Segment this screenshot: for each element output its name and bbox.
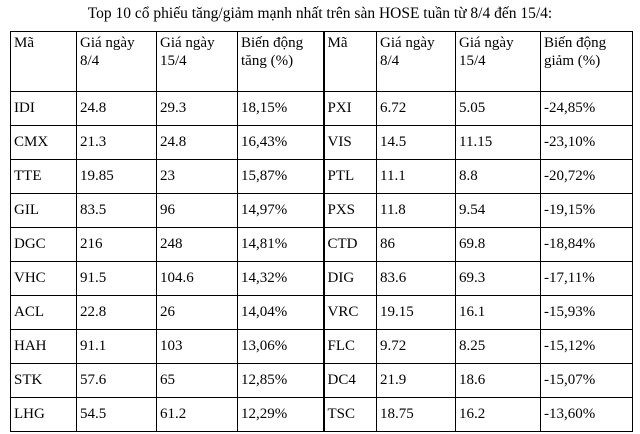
gainer-price-154: 104.6 bbox=[157, 262, 238, 296]
loser-change: -18,84% bbox=[541, 228, 633, 262]
gainer-price-84: 21.3 bbox=[77, 126, 157, 160]
header-code-gainers: Mã bbox=[11, 32, 77, 92]
gainer-change: 14,97% bbox=[238, 194, 324, 228]
gainer-price-84: 91.5 bbox=[77, 262, 157, 296]
header-code-losers: Mã bbox=[324, 32, 377, 92]
loser-code: DC4 bbox=[324, 364, 377, 398]
loser-price-154: 69.3 bbox=[456, 262, 541, 296]
gainer-change: 14,32% bbox=[238, 262, 324, 296]
table-row bbox=[11, 262, 633, 296]
loser-change: -15,12% bbox=[541, 330, 633, 364]
loser-price-84: 11.8 bbox=[377, 194, 456, 228]
loser-change: -17,11% bbox=[541, 262, 633, 296]
loser-change: -23,10% bbox=[541, 126, 633, 160]
header-price-154-gainers: Giá ngày 15/4 bbox=[157, 32, 238, 92]
table-row bbox=[11, 160, 633, 194]
loser-price-154: 18.6 bbox=[456, 364, 541, 398]
loser-code: PXS bbox=[324, 194, 377, 228]
header-change-down: Biến động giảm (%) bbox=[541, 32, 633, 92]
loser-code: PTL bbox=[324, 160, 377, 194]
gainer-code: ACL bbox=[11, 296, 77, 330]
table-row bbox=[11, 92, 633, 126]
gainer-change: 15,87% bbox=[238, 160, 324, 194]
page-title: Top 10 cổ phiếu tăng/giảm mạnh nhất trên sàn HOSE tuần từ 8/4 đến 15/4: bbox=[87, 5, 553, 22]
loser-code: VRC bbox=[324, 296, 377, 330]
gainer-code: GIL bbox=[11, 194, 77, 228]
gainer-price-154: 248 bbox=[157, 228, 238, 262]
table-row bbox=[11, 228, 633, 262]
gainer-price-154: 103 bbox=[157, 330, 238, 364]
gainer-code: HAH bbox=[11, 330, 77, 364]
gainer-change: 18,15% bbox=[238, 92, 324, 126]
header-price-84-gainers: Giá ngày 8/4 bbox=[77, 32, 157, 92]
gainer-price-84: 54.5 bbox=[77, 398, 157, 432]
gainer-price-154: 61.2 bbox=[157, 398, 238, 432]
loser-code: VIS bbox=[324, 126, 377, 160]
header-change-up: Biến động tăng (%) bbox=[238, 32, 324, 92]
loser-price-84: 14.5 bbox=[377, 126, 456, 160]
gainer-price-84: 91.1 bbox=[77, 330, 157, 364]
table-row bbox=[11, 194, 633, 228]
loser-price-84: 9.72 bbox=[377, 330, 456, 364]
loser-price-84: 11.1 bbox=[377, 160, 456, 194]
table-row bbox=[11, 296, 633, 330]
gainer-price-84: 216 bbox=[77, 228, 157, 262]
loser-code: TSC bbox=[324, 398, 377, 432]
loser-price-154: 5.05 bbox=[456, 92, 541, 126]
header-price-84-losers: Giá ngày 8/4 bbox=[377, 32, 456, 92]
gainer-code: STK bbox=[11, 364, 77, 398]
loser-price-84: 19.15 bbox=[377, 296, 456, 330]
loser-price-84: 83.6 bbox=[377, 262, 456, 296]
gainer-change: 12,29% bbox=[238, 398, 324, 432]
loser-code: PXI bbox=[324, 92, 377, 126]
loser-change: -15,93% bbox=[541, 296, 633, 330]
gainer-code: LHG bbox=[11, 398, 77, 432]
loser-change: -13,60% bbox=[541, 398, 633, 432]
table-row bbox=[11, 330, 633, 364]
loser-price-84: 21.9 bbox=[377, 364, 456, 398]
gainer-price-154: 65 bbox=[157, 364, 238, 398]
loser-price-154: 8.25 bbox=[456, 330, 541, 364]
gainer-price-154: 26 bbox=[157, 296, 238, 330]
table-row bbox=[11, 398, 633, 432]
loser-code: DIG bbox=[324, 262, 377, 296]
table-body bbox=[11, 92, 633, 432]
gainer-code: IDI bbox=[11, 92, 77, 126]
gainer-price-84: 57.6 bbox=[77, 364, 157, 398]
loser-change: -20,72% bbox=[541, 160, 633, 194]
gainer-code: VHC bbox=[11, 262, 77, 296]
table-row bbox=[11, 126, 633, 160]
loser-price-154: 69.8 bbox=[456, 228, 541, 262]
gainer-price-84: 24.8 bbox=[77, 92, 157, 126]
loser-code: FLC bbox=[324, 330, 377, 364]
loser-price-154: 16.1 bbox=[456, 296, 541, 330]
gainer-price-84: 83.5 bbox=[77, 194, 157, 228]
gainer-code: CMX bbox=[11, 126, 77, 160]
loser-price-84: 18.75 bbox=[377, 398, 456, 432]
loser-price-154: 8.8 bbox=[456, 160, 541, 194]
gainer-code: TTE bbox=[11, 160, 77, 194]
gainer-price-84: 22.8 bbox=[77, 296, 157, 330]
table-row bbox=[11, 364, 633, 398]
gainer-change: 13,06% bbox=[238, 330, 324, 364]
loser-price-154: 11.15 bbox=[456, 126, 541, 160]
gainer-price-154: 24.8 bbox=[157, 126, 238, 160]
gainer-price-154: 96 bbox=[157, 194, 238, 228]
table-header-row bbox=[11, 32, 633, 92]
gainer-code: DGC bbox=[11, 228, 77, 262]
gainer-change: 16,43% bbox=[238, 126, 324, 160]
loser-price-154: 16.2 bbox=[456, 398, 541, 432]
header-price-154-losers: Giá ngày 15/4 bbox=[456, 32, 541, 92]
gainer-change: 12,85% bbox=[238, 364, 324, 398]
loser-change: -15,07% bbox=[541, 364, 633, 398]
loser-change: -24,85% bbox=[541, 92, 633, 126]
gainer-change: 14,81% bbox=[238, 228, 324, 262]
loser-code: CTD bbox=[324, 228, 377, 262]
gainer-price-154: 23 bbox=[157, 160, 238, 194]
stock-table bbox=[10, 31, 633, 432]
gainer-change: 14,04% bbox=[238, 296, 324, 330]
loser-change: -19,15% bbox=[541, 194, 633, 228]
loser-price-84: 86 bbox=[377, 228, 456, 262]
loser-price-84: 6.72 bbox=[377, 92, 456, 126]
gainer-price-84: 19.85 bbox=[77, 160, 157, 194]
loser-price-154: 9.54 bbox=[456, 194, 541, 228]
gainer-price-154: 29.3 bbox=[157, 92, 238, 126]
